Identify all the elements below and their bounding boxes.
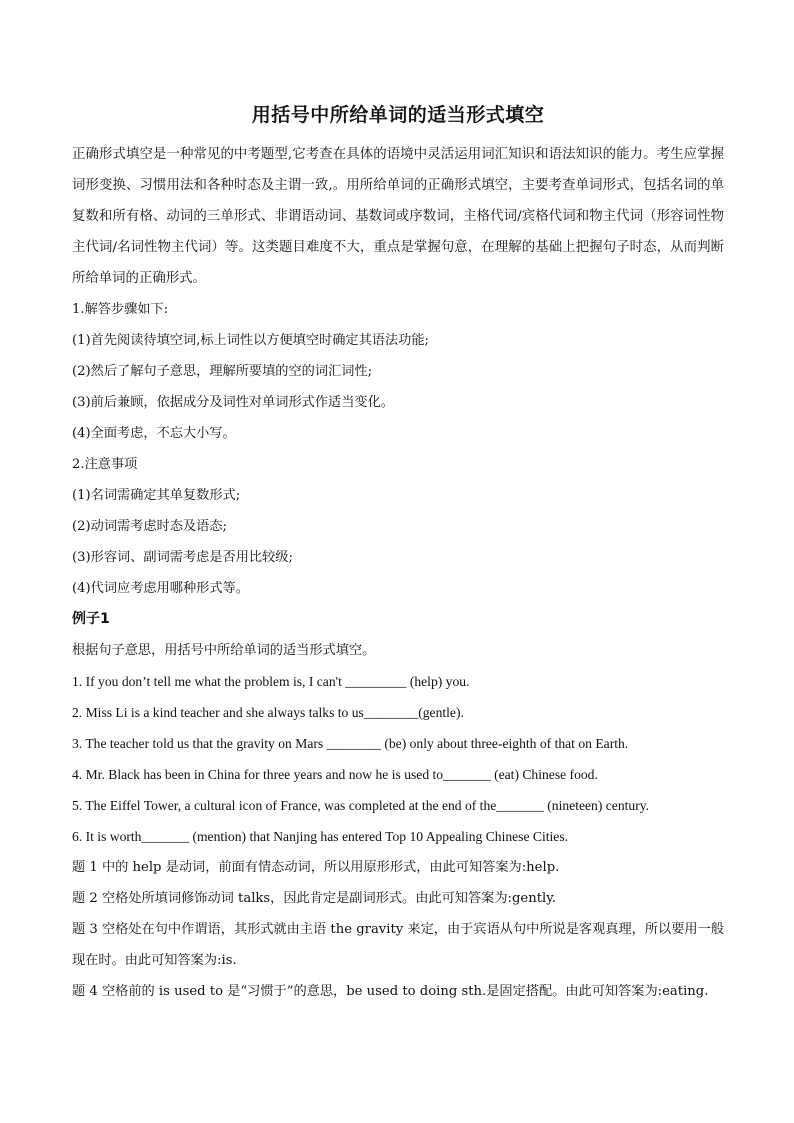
step-item: (1)首先阅读待填空词,标上词性以方便填空时确定其语法功能; — [72, 333, 430, 348]
question-item: 1. If you don’t tell me what the problem is, I can't _________ (help) you. — [72, 674, 470, 689]
question-item: 3. The teacher told us that the gravity on Mars ________ (be) only about three-eighth of that on Earth. — [72, 736, 629, 751]
question-item: 6. It is worth_______ (mention) that Nanjing has entered Top 10 Appealing Chinese Cities. — [72, 829, 569, 844]
document-page — [72, 100, 724, 1007]
steps-heading: 1.解答步骤如下: — [72, 302, 169, 317]
question-item: 4. Mr. Black has been in China for three years and now he is used to_______ (eat) Chinese food. — [72, 767, 598, 782]
step-item: (2)然后了解句子意思，理解所要填的空的词汇词性; — [72, 364, 373, 379]
question-item: 2. Miss Li is a kind teacher and she always talks to us________(gentle). — [72, 705, 464, 720]
intro-paragraph: 正确形式填空是一种常见的中考题型,它考查在具体的语境中灵活运用词汇知识和语法知识的能力。考生应掌握词形变换、习惯用法和各种时态及主谓一致,。用所给单词的正确形式填空，主要考查单词形式，包括名词的单复数和所有格、动词的三单形式、非谓语动词、基数词或序数词，主格代词/宾格代词和物主代词（形容词性物主代词/名词性物主代词）等。这类题目难度不大，重点是掌握句意，在理解的基础上把握句子时态，从而判断所给单词的正确形式。 — [72, 147, 724, 286]
step-item: (3)前后兼顾，依据成分及词性对单词形式作适当变化。 — [72, 395, 394, 410]
answer-item: 题 3 空格处在句中作谓语，其形式就由主语 the gravity 来定，由于宾语从句中所说是客观真理，所以要用一般现在时。由此可知答案为:is. — [72, 922, 724, 968]
note-item: (3)形容词、副词需考虑是否用比较级; — [72, 550, 293, 565]
note-item: (2)动词需考虑时态及语态; — [72, 519, 227, 534]
example-heading: 例子1 — [72, 611, 110, 627]
answer-item: 题 1 中的 help 是动词，前面有情态动词，所以用原形形式，由此可知答案为:help. — [72, 860, 560, 875]
page-title: 用括号中所给单词的适当形式填空 — [251, 104, 545, 126]
question-item: 5. The Eiffel Tower, a cultural icon of France, was completed at the end of the_______ (nineteen) century. — [72, 798, 650, 813]
step-item: (4)全面考虑，不忘大小写。 — [72, 426, 236, 441]
notes-heading: 2.注意事项 — [72, 457, 138, 472]
example-instruction: 根据句子意思，用括号中所给单词的适当形式填空。 — [72, 643, 376, 658]
answer-item: 题 2 空格处所填词修饰动词 talks，因此肯定是副词形式。由此可知答案为:gently. — [72, 891, 557, 906]
note-item: (1)名词需确定其单复数形式; — [72, 488, 241, 503]
note-item: (4)代词应考虑用哪种形式等。 — [72, 581, 249, 596]
answer-item: 题 4 空格前的 is used to 是“习惯于”的意思，be used to doing sth.是固定搭配。由此可知答案为:eating. — [72, 984, 709, 999]
